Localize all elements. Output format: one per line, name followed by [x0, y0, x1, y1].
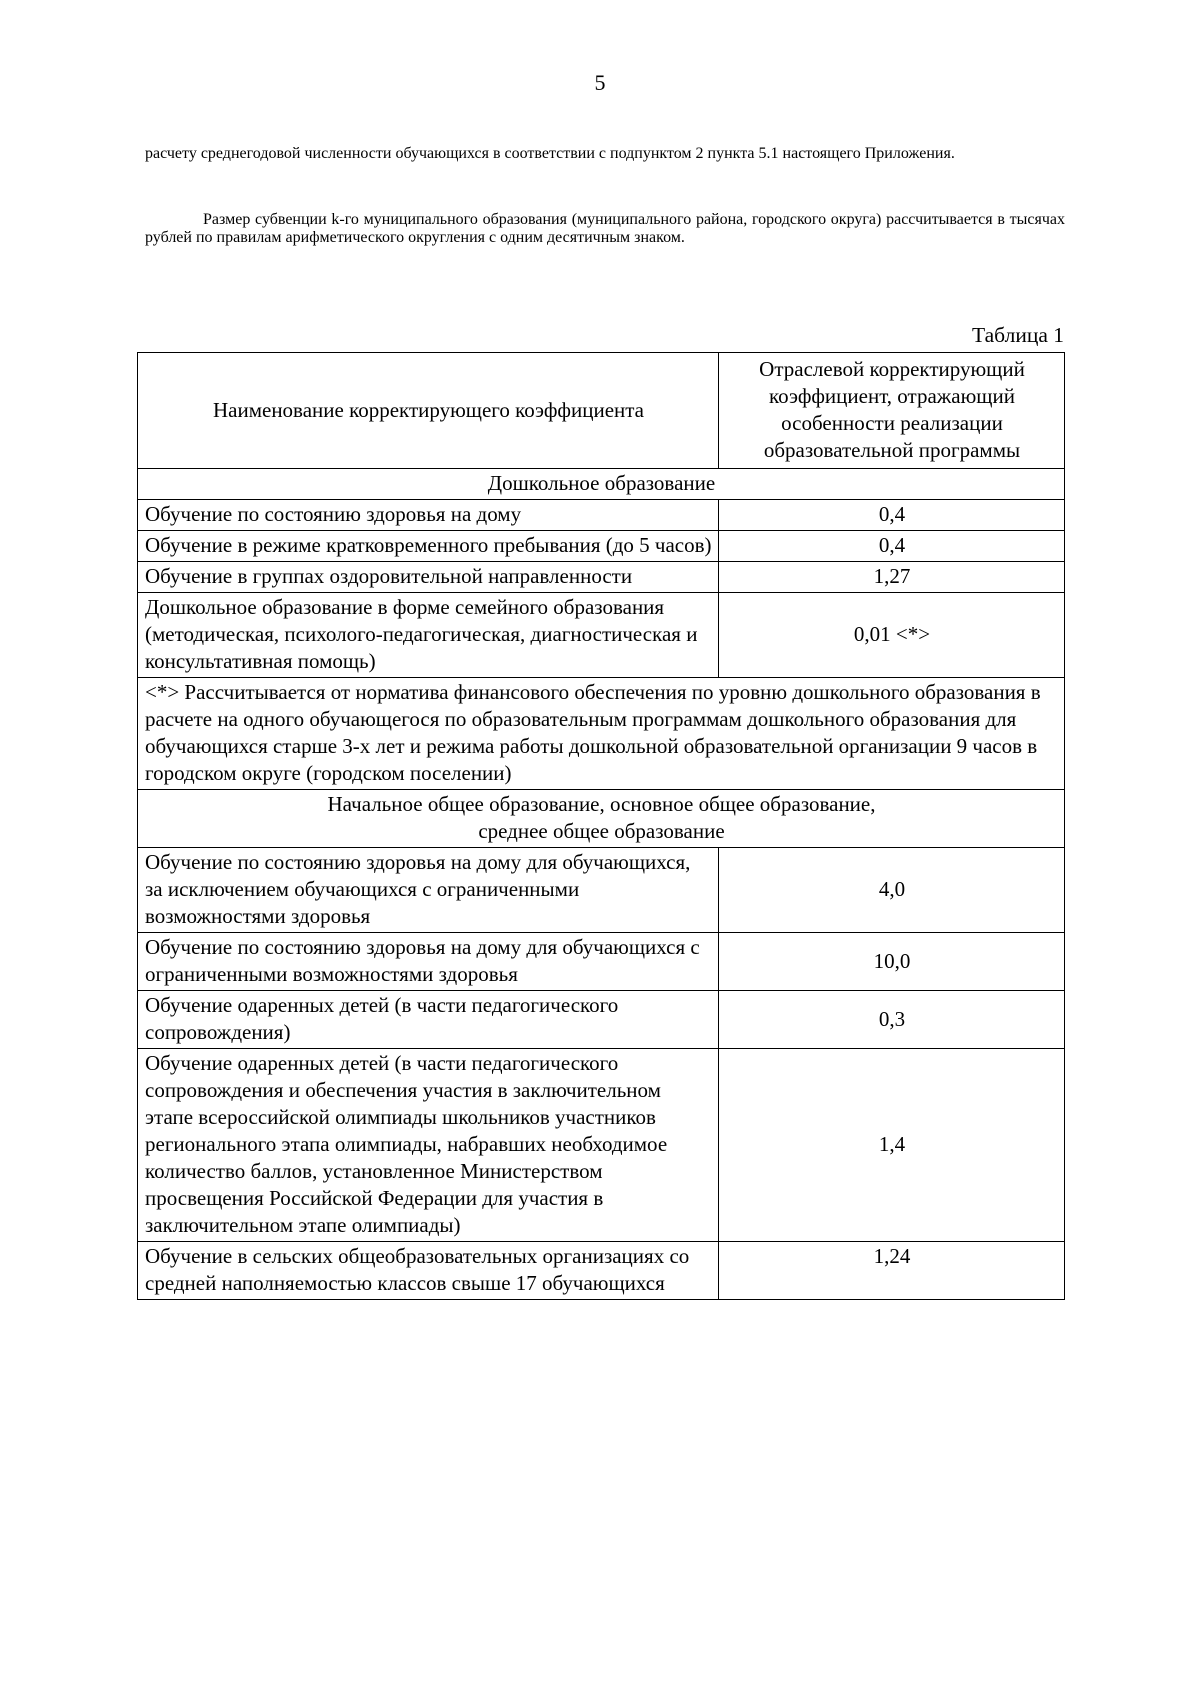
row-value: 0,3 [719, 991, 1065, 1049]
section-title-preschool: Дошкольное образование [138, 469, 1065, 500]
section-title-line: Начальное общее образование, основное общее образование, [327, 792, 876, 816]
row-value: 4,0 [719, 848, 1065, 933]
table-row [138, 1049, 1065, 1242]
row-value: 10,0 [719, 933, 1065, 991]
header-coefficient-value: Отраслевой корректирующий коэффициент, отражающий особенности реализации образовательной программы [719, 353, 1065, 469]
table-row [138, 991, 1065, 1049]
row-name: Обучение одаренных детей (в части педагогического сопровождения и обеспечения участия в заключительном этапе всероссийской олимпиады школьников участников регионального этапа олимпиады, набравших необходимое количество баллов, установленное Министерством просвещения Российской Федерации для участия в заключительном этапе олимпиады) [138, 1049, 719, 1242]
row-name: Дошкольное образование в форме семейного образования (методическая, психолого-педагогическая, диагностическая и консультативная помощь) [138, 593, 719, 678]
row-value: 0,4 [719, 531, 1065, 562]
row-value: 1,4 [719, 1049, 1065, 1242]
row-name: Обучение в группах оздоровительной направленности [138, 562, 719, 593]
row-value: 0,01 <*> [719, 593, 1065, 678]
page-number: 5 [594, 70, 606, 95]
table-row [138, 500, 1065, 531]
row-value: 1,24 [719, 1242, 1065, 1300]
table-row [138, 562, 1065, 593]
row-name: Обучение в режиме кратковременного пребывания (до 5 часов) [138, 531, 719, 562]
footnote: <*> Рассчитывается от норматива финансового обеспечения по уровню дошкольного образования в расчете на одного обучающегося по образовательным программам дошкольного образования для обучающихся старше 3-х лет и режима работы дошкольной образовательной организации 9 часов в городском округе (городском поселении) [138, 678, 1065, 790]
table-row [138, 593, 1065, 678]
table-row [138, 933, 1065, 991]
coefficients-table [137, 352, 1065, 1300]
section-row [138, 469, 1065, 500]
row-value: 0,4 [719, 500, 1065, 531]
row-name: Обучение по состоянию здоровья на дому для обучающихся с ограниченными возможностями здоровья [138, 933, 719, 991]
table-row [138, 848, 1065, 933]
table-row [138, 531, 1065, 562]
row-name: Обучение в сельских общеобразовательных организациях со средней наполняемостью классов свыше 17 обучающихся [138, 1242, 719, 1300]
row-name: Обучение по состоянию здоровья на дому [138, 500, 719, 531]
table-caption: Таблица 1 [972, 323, 1064, 347]
paragraph-continuation: расчету среднегодовой численности обучающихся в соответствии с подпунктом 2 пункта 5.1 настоящего Приложения. [145, 145, 955, 162]
section-title-general [138, 790, 1065, 848]
section-row [138, 790, 1065, 848]
footnote-row [138, 678, 1065, 790]
table-row [138, 1242, 1065, 1300]
section-title-line: среднее общее образование [478, 819, 725, 843]
row-name: Обучение по состоянию здоровья на дому для обучающихся, за исключением обучающихся с ограниченными возможностями здоровья [138, 848, 719, 933]
header-coefficient-name: Наименование корректирующего коэффициента [138, 353, 719, 469]
row-name: Обучение одаренных детей (в части педагогического сопровождения) [138, 991, 719, 1049]
row-value: 1,27 [719, 562, 1065, 593]
paragraph-subvention-size: Размер субвенции k-го муниципального образования (муниципального района, городского округа) рассчитывается в тысячах рублей по правилам арифметического округления с одним десятичным знаком. [145, 211, 1065, 246]
table-header-row [138, 353, 1065, 469]
